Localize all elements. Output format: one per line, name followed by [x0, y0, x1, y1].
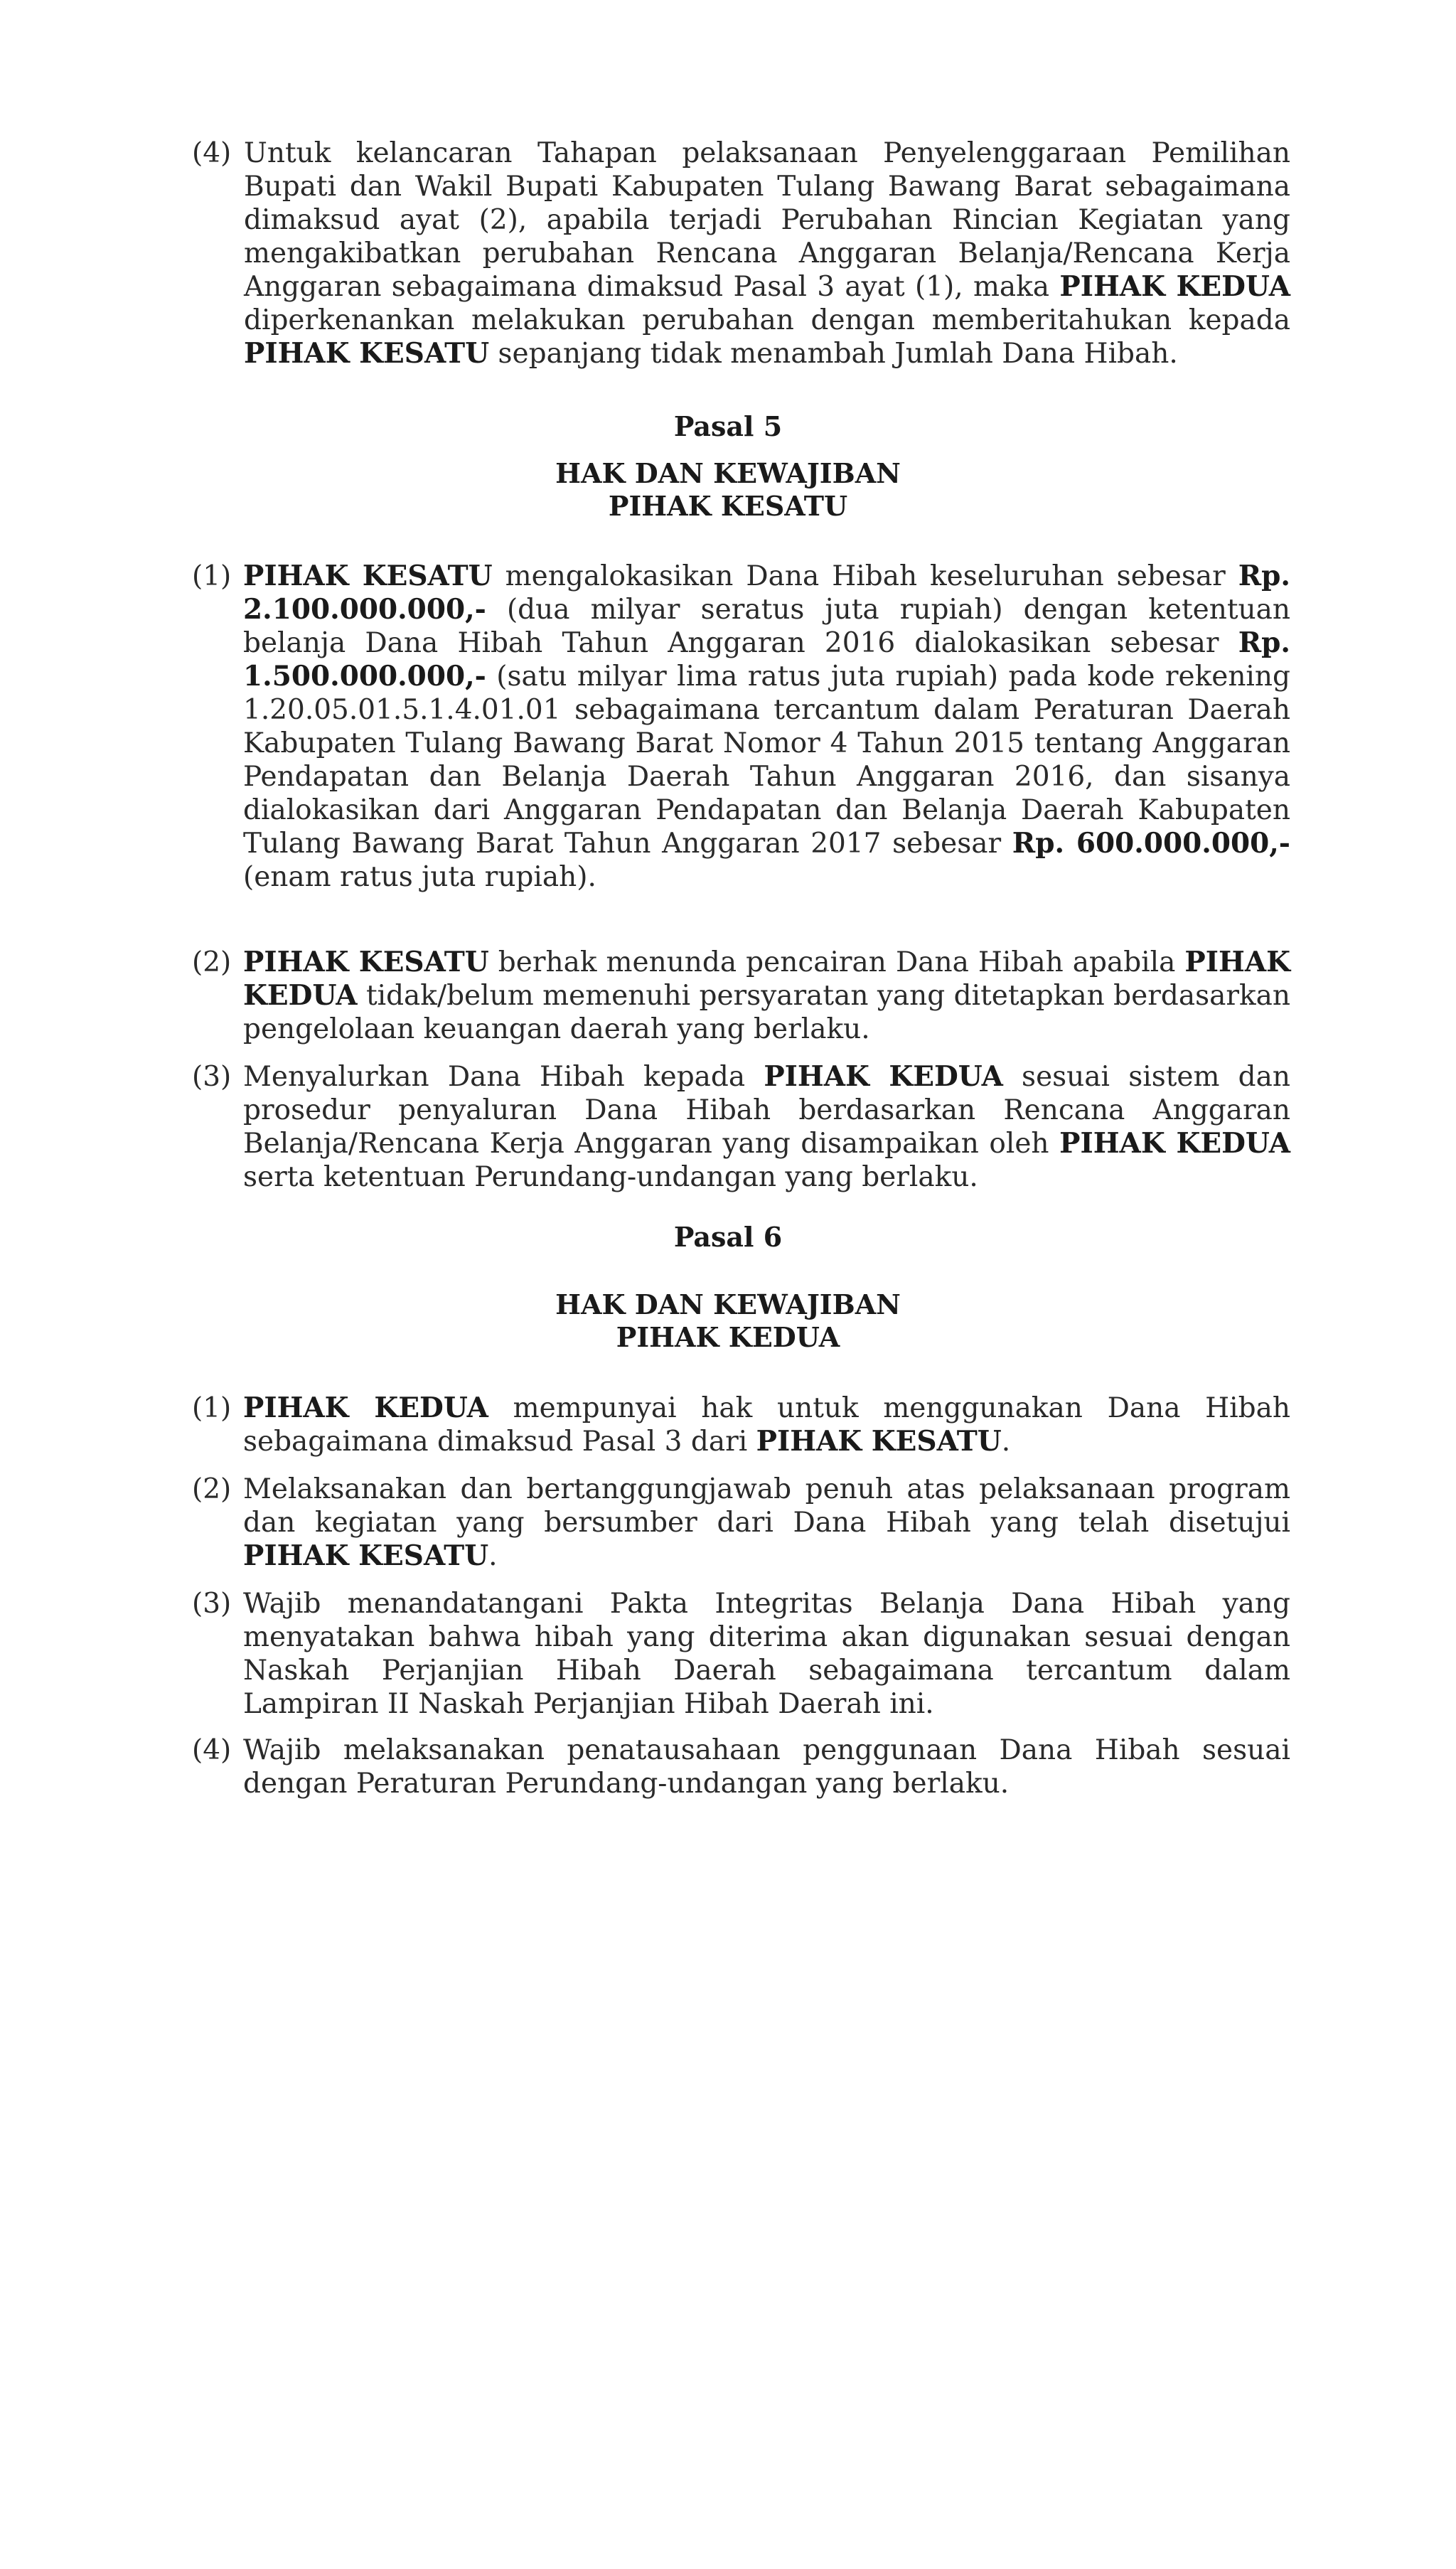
bold-party-name: PIHAK KEDUA: [764, 1060, 1003, 1093]
item-number: (2): [192, 1473, 232, 1505]
item-number: (3): [192, 1588, 232, 1620]
pasal-6-item-2: [192, 1473, 1290, 1573]
pasal-6-item-4: [192, 1734, 1290, 1800]
item-number: (1): [192, 1392, 232, 1424]
text-run: (enam ratus juta rupiah).: [243, 861, 596, 893]
text-run: .: [1001, 1426, 1011, 1458]
item-number: (4): [192, 1734, 232, 1766]
bold-amount: Rp. 600.000.000,-: [1012, 827, 1290, 860]
item-text: [243, 1060, 1290, 1194]
bold-party-name: PIHAK KEDUA: [243, 946, 1290, 1012]
bold-party-name: PIHAK KESATU: [243, 946, 489, 978]
item-text: [243, 946, 1290, 1046]
text-run: tidak/belum memenuhi persyaratan yang ditetapkan berdasarkan pengelolaan keuangan daerah yang berlaku.: [243, 980, 1290, 1045]
text-run: Menyalurkan Dana Hibah kepada: [243, 1061, 764, 1093]
pasal-6-heading-line2: PIHAK KEDUA: [616, 1321, 840, 1353]
paragraph-4-intro: [192, 137, 1290, 370]
bold-amount: Rp. 1.500.000.000,-: [243, 626, 1290, 693]
item-text: Wajib menandatangani Pakta Integritas Belanja Dana Hibah yang menyatakan bahwa hibah yang diterima akan digunakan sesuai dengan Naskah Perjanjian Hibah Daerah sebagaimana tercantum dalam Lampiran II Naskah Perjanjian Hibah Daerah ini.: [243, 1588, 1290, 1720]
item-text: [243, 1392, 1290, 1458]
item-number: (3): [192, 1061, 232, 1093]
pasal-6-title: Pasal 6: [673, 1221, 783, 1253]
pasal-6-item-3: [192, 1587, 1290, 1721]
bold-party-name: PIHAK KESATU: [243, 1539, 489, 1572]
text-run: (dua milyar seratus juta rupiah) dengan ketentuan belanja Dana Hibah Tahun Anggaran 2016 dialokasikan sebesar: [243, 594, 1290, 659]
bold-party-name: PIHAK KEDUA: [1059, 270, 1290, 303]
bold-amount: Rp. 2.100.000.000,-: [243, 560, 1290, 626]
item-text: [243, 1473, 1290, 1573]
text-run: sesuai sistem dan prosedur penyaluran Dana Hibah berdasarkan Rencana Anggaran Belanja/Rencana Kerja Anggaran yang disampaikan oleh: [243, 1061, 1290, 1160]
text-run: mengalokasikan Dana Hibah keseluruhan sebesar: [492, 560, 1238, 592]
bold-party-name: PIHAK KESATU: [244, 337, 490, 370]
paragraph-number: (4): [192, 137, 232, 169]
pasal-5-item-3: [192, 1060, 1290, 1194]
text-run: mempunyai hak untuk menggunakan Dana Hibah sebagaimana dimaksud Pasal 3 dari: [243, 1392, 1290, 1458]
item-text: [243, 560, 1290, 894]
text-run: berhak menunda pencairan Dana Hibah apabila: [488, 946, 1185, 978]
text-run: Melaksanakan dan bertanggungjawab penuh atas pelaksanaan program dan kegiatan yang bersumber dari Dana Hibah yang telah disetujui: [243, 1473, 1290, 1539]
text-run: serta ketentuan Perundang-undangan yang berlaku.: [243, 1161, 978, 1193]
bold-party-name: PIHAK KESATU: [243, 560, 493, 592]
pasal-6-item-1: [192, 1392, 1290, 1458]
pasal-5-title: Pasal 5: [673, 410, 783, 442]
pasal-5-item-2: [192, 946, 1290, 1046]
bold-party-name: PIHAK KESATU: [756, 1425, 1002, 1458]
text-run: Untuk kelancaran Tahapan pelaksanaan Penyelenggaraan Pemilihan Bupati dan Wakil Bupati Kabupaten Tulang Bawang Barat sebagaimana dimaksud ayat (2), apabila terjadi Perubahan Rincian Kegiatan yang mengakibatkan perubahan Rencana Anggaran Belanja/Rencana Kerja Anggaran sebagaimana dimaksud Pasal 3 ayat (1), maka: [244, 137, 1290, 303]
bold-party-name: PIHAK KEDUA: [243, 1392, 488, 1424]
item-number: (1): [192, 560, 232, 592]
pasal-5-item-1: [192, 560, 1290, 894]
pasal-5-heading-line1: HAK DAN KEWAJIBAN: [555, 457, 901, 489]
item-number: (2): [192, 946, 232, 978]
text-run: sepanjang tidak menambah Jumlah Dana Hibah.: [489, 338, 1178, 370]
pasal-6-heading-line1: HAK DAN KEWAJIBAN: [555, 1288, 901, 1320]
item-text: Wajib melaksanakan penatausahaan penggunaan Dana Hibah sesuai dengan Peraturan Perundang-undangan yang berlaku.: [243, 1734, 1290, 1800]
pasal-5-heading-line2: PIHAK KESATU: [608, 490, 848, 522]
text-run: diperkenankan melakukan perubahan dengan memberitahukan kepada: [244, 304, 1290, 336]
bold-party-name: PIHAK KEDUA: [1059, 1127, 1290, 1160]
text-run: (satu milyar lima ratus juta rupiah) pada kode rekening 1.20.05.01.5.1.4.01.01 sebagaimana tercantum dalam Peraturan Daerah Kabupaten Tulang Bawang Barat Nomor 4 Tahun 2015 tentang Anggaran Pendapatan dan Belanja Daerah Tahun Anggaran 2016, dan sisanya dialokasikan dari Anggaran Pendapatan dan Belanja Daerah Kabupaten Tulang Bawang Barat Tahun Anggaran 2017 sebesar: [243, 661, 1290, 860]
paragraph-text: [244, 137, 1290, 370]
text-run: .: [488, 1540, 498, 1572]
